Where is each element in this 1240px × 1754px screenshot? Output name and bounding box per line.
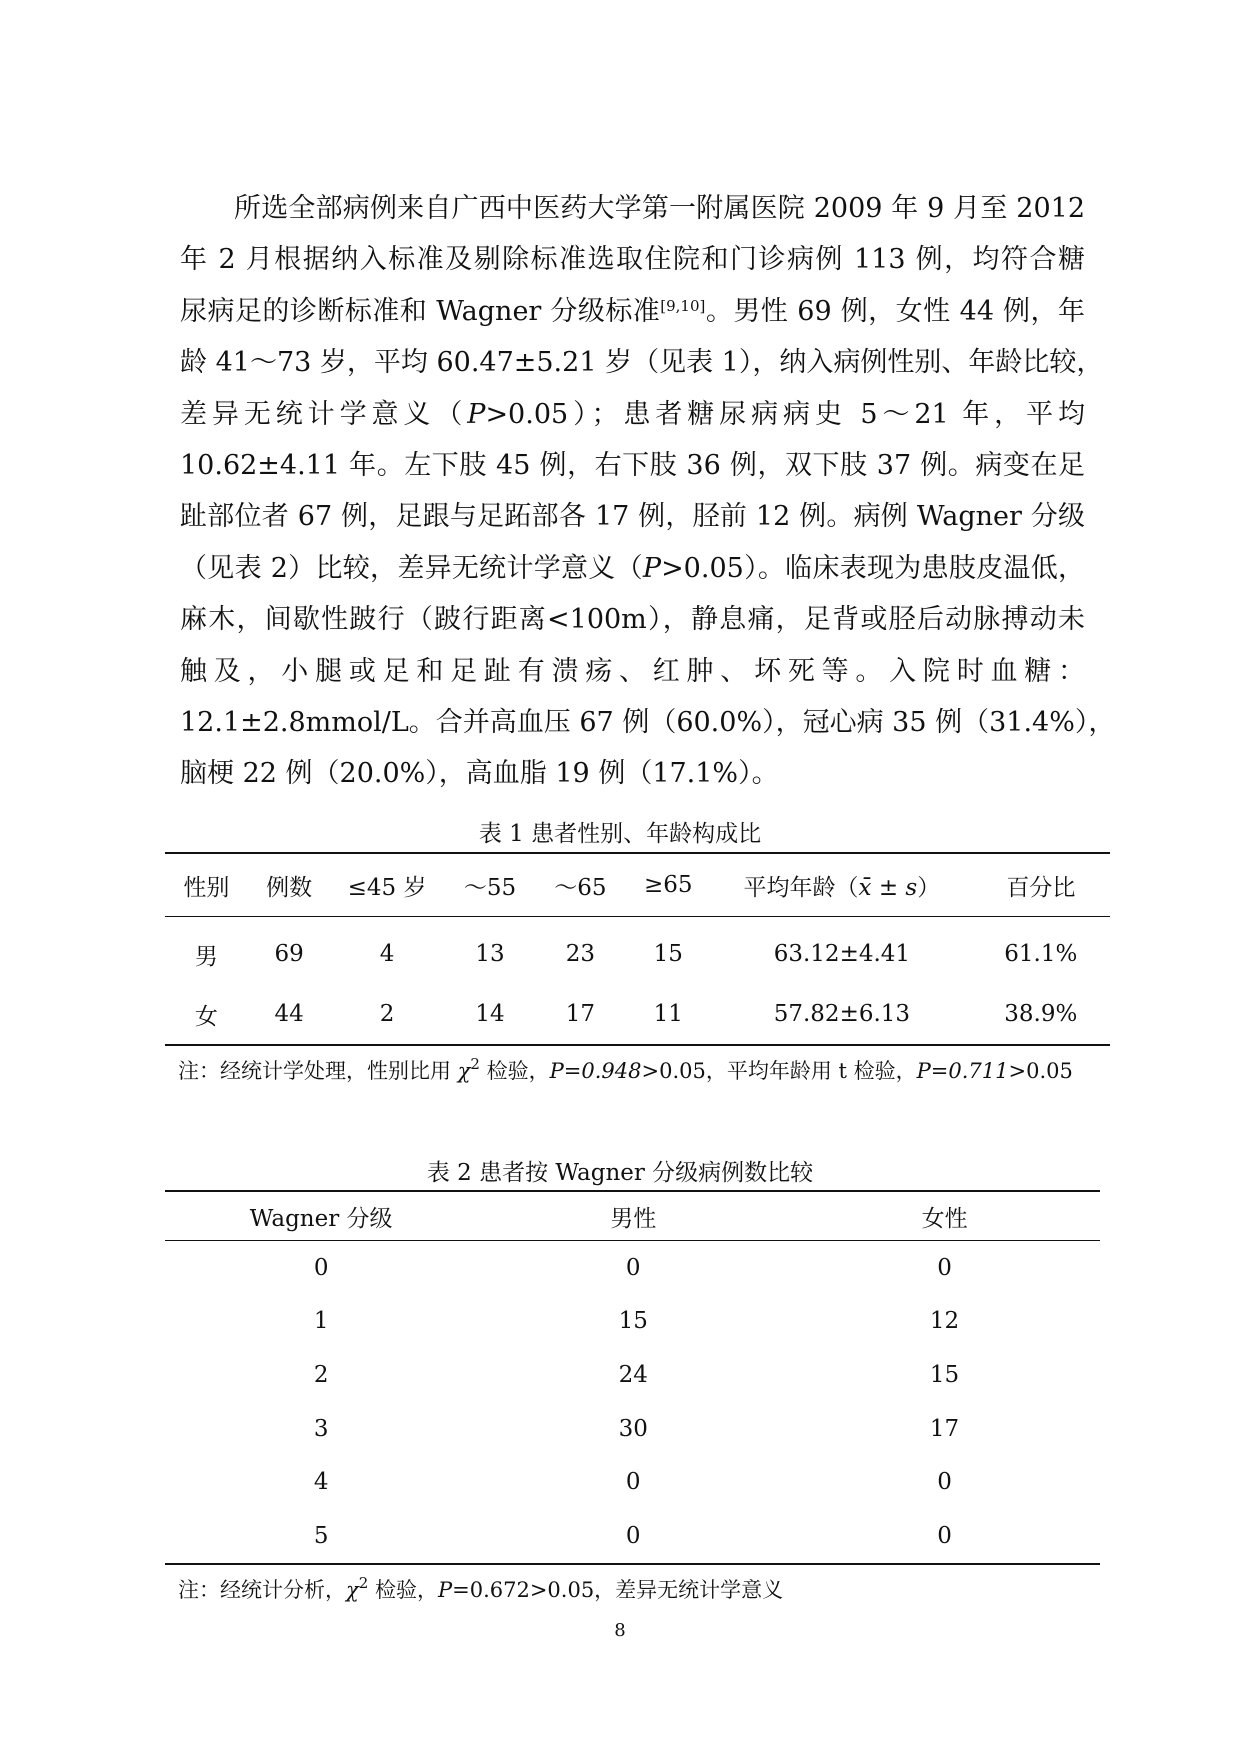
table-cell: 38.9% <box>1004 1001 1078 1027</box>
body-paragraph <box>180 183 1116 800</box>
table-row <box>165 984 1110 1045</box>
paragraph-line <box>180 543 1085 594</box>
table-row <box>165 1509 1100 1564</box>
paragraph-line: 12.1±2.8mmol/L。合并高血压 67 例（60.0%），冠心病 35 例（31.4%）， <box>180 706 1116 738</box>
paragraph-line <box>180 389 1085 440</box>
paragraph-text: >0.05）；患者糖尿病病史 5～21 年，平均 <box>485 398 1085 430</box>
table-cell: 15 <box>653 941 683 967</box>
table-cell: 63.12±4.41 <box>773 941 911 967</box>
col-header: 百分比 <box>972 853 1110 917</box>
mean-sd-symbol: x̄ ± s <box>858 874 918 901</box>
paragraph-line: 趾部位者 67 例，足跟与足跖部各 17 例，胫前 12 例。病例 Wagner 分级 <box>180 501 1085 533</box>
table-cell: 44 <box>274 1001 304 1027</box>
col-header: 性别 <box>165 853 248 917</box>
paragraph-text: 尿病足的诊断标准和 Wagner 分级标准 <box>180 295 661 327</box>
table-cell: 13 <box>475 941 505 967</box>
paragraph-line <box>180 286 1085 337</box>
table-row <box>165 1402 1100 1456</box>
table-cell: 24 <box>618 1361 648 1388</box>
paragraph-line: 所选全部病例来自广西中医药大学第一附属医院 2009 年 9 月至 2012 <box>234 193 1085 224</box>
table2 <box>165 1190 1100 1565</box>
table-row <box>165 1455 1100 1509</box>
table-cell: 0 <box>937 1522 952 1549</box>
paragraph-line: 触及，小腿或足和足趾有溃疡、红肿、坏死等。入院时血糖： <box>180 655 1085 687</box>
col-header: 平均年龄（x̄ ± s） <box>712 853 971 917</box>
table-cell: 1 <box>313 1308 329 1335</box>
paragraph-text: >0.05）。临床表现为患肢皮温低， <box>661 552 1085 584</box>
table2-note: 注：经统计分析，$\chi^2$ 检验，P=0.672>0.05，差异无统计学意义 <box>178 1574 784 1602</box>
table-cell: 15 <box>929 1361 960 1388</box>
table-cell: 14 <box>475 1001 505 1027</box>
paragraph-line: 麻木，间歇性跛行（跛行距离<100m），静息痛，足背或胫后动脉搏动未 <box>180 604 1085 636</box>
p-symbol: P <box>642 552 662 584</box>
table-cell: 61.1% <box>1004 941 1078 967</box>
table-cell: 0 <box>937 1254 952 1281</box>
col-header: Wagner 分级 <box>165 1191 477 1241</box>
col-header: 女性 <box>789 1191 1100 1241</box>
table-cell: 0 <box>625 1469 641 1496</box>
table1-header-row <box>165 853 1110 917</box>
col-header: 例数 <box>248 853 331 917</box>
paragraph-text: （见表 2）比较，差异无统计学意义（ <box>180 552 643 584</box>
col-header: ≤45 岁 <box>331 853 444 917</box>
table1-caption: 表 1 患者性别、年龄构成比 <box>478 821 762 847</box>
table1-note: 注：经统计学处理，性别比用 $\chi^2$ 检验，P=0.948>0.05，平均年龄用 t 检验，P=0.711>0.05 <box>178 1055 1073 1083</box>
table-cell: 0 <box>313 1254 329 1281</box>
table-cell: 57.82±6.13 <box>773 1001 911 1027</box>
table-cell: 12 <box>929 1308 960 1335</box>
table-cell: 2 <box>313 1361 329 1388</box>
paragraph-line: 10.62±4.11 年。左下肢 45 例，右下肢 36 例，双下肢 37 例。病变在足 <box>180 449 1085 481</box>
paragraph-line: 年 2 月根据纳入标准及剔除标准选取住院和门诊病例 113 例，均符合糖 <box>180 244 1085 276</box>
table-cell: 男 <box>194 943 218 970</box>
table-row <box>165 1241 1100 1295</box>
page-number: 8 <box>614 1620 626 1641</box>
col-header: ～55 <box>444 853 537 917</box>
chi-symbol: χ <box>346 1578 359 1602</box>
table-cell: 11 <box>653 1001 683 1027</box>
paragraph-text: 。男性 69 例，女性 44 例，年 <box>705 295 1085 327</box>
table-cell: 0 <box>937 1469 952 1496</box>
table-row <box>165 1295 1100 1349</box>
p-symbol: P <box>467 398 486 430</box>
table-cell: 15 <box>618 1308 648 1335</box>
table-row <box>165 917 1110 985</box>
col-header: ～65 <box>537 853 625 917</box>
table-row <box>165 1348 1100 1402</box>
citation: [9,10] <box>660 296 706 315</box>
paragraph-line: 龄 41～73 岁，平均 60.47±5.21 岁（见表 1），纳入病例性别、年龄比较， <box>180 347 1104 379</box>
table-cell: 23 <box>565 941 596 967</box>
paragraph-text: 差异无统计学意义（ <box>180 398 468 430</box>
table-cell: 5 <box>313 1522 329 1549</box>
table-cell: 17 <box>929 1415 960 1442</box>
table-cell: 17 <box>565 1001 596 1027</box>
col-header: ≥65 <box>624 853 712 917</box>
table-cell: 0 <box>625 1522 641 1549</box>
table2-caption: 表 2 患者按 Wagner 分级病例数比较 <box>426 1160 814 1186</box>
table-cell: 30 <box>618 1415 648 1442</box>
table-cell: 69 <box>274 941 304 967</box>
col-header: 男性 <box>477 1191 789 1241</box>
table-cell: 女 <box>194 1003 218 1030</box>
paragraph-line: 脑梗 22 例（20.0%），高血脂 19 例（17.1%）。 <box>180 758 779 790</box>
table1 <box>165 852 1110 1046</box>
table-cell: 3 <box>313 1415 329 1442</box>
table-cell: 2 <box>379 1001 395 1027</box>
table-cell: 4 <box>313 1469 329 1496</box>
table2-header-row <box>165 1191 1100 1241</box>
chi-symbol: χ <box>457 1059 471 1083</box>
table-cell: 4 <box>379 941 395 967</box>
table-cell: 0 <box>625 1254 641 1281</box>
